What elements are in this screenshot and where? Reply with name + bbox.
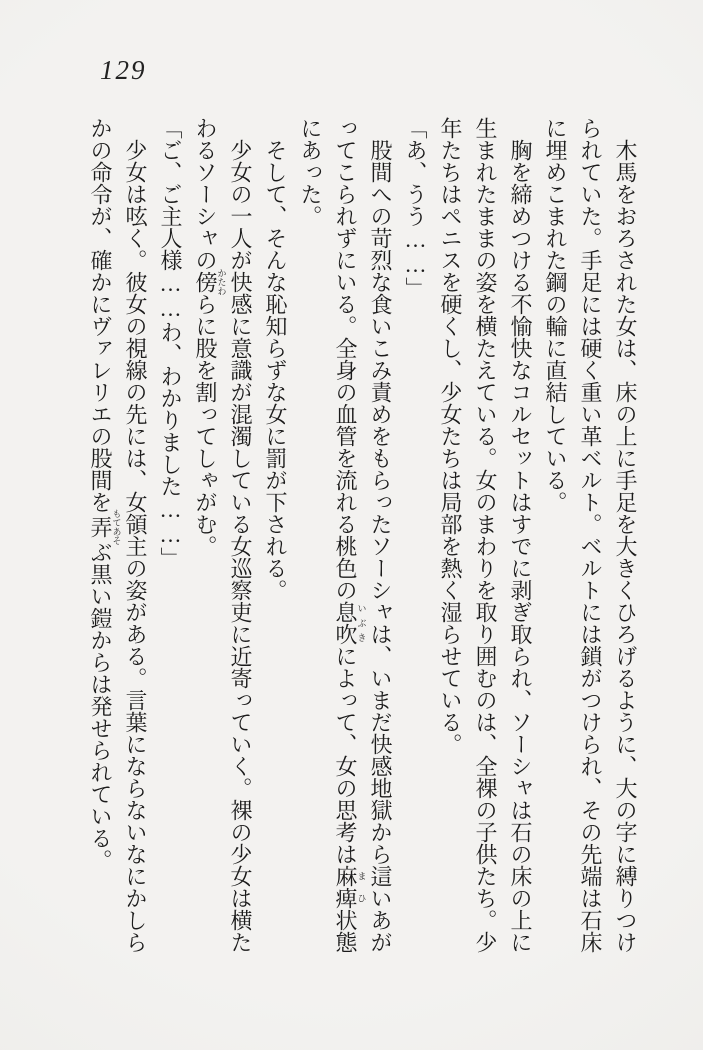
paragraph: 少女の一人が快感に意識が混濁している女巡察吏に近寄っていく。裸の少女は横たわるソーシャの傍かたわらに股を割ってしゃがむ。 xyxy=(193,117,253,953)
paragraph: 股間への苛烈な食いこみ責めをもらったソーシャは、いまだ快感地獄から這いあがってこられずにいる。全身の血管を流れる桃色の息吹いぶきによって、女の思考は麻痺まひ状態にあった。 xyxy=(298,117,393,953)
paragraph: 木馬をおろされた女は、床の上に手足を大きくひろげるように、大の字に縛りつけられていた。手足には硬く重い革ベルト。ベルトには鎖がつけられ、その先端は石床に埋めこまれた鋼の輪に直結している。 xyxy=(543,117,638,953)
paragraph: 「あ、うう……」 xyxy=(403,117,428,299)
furigana-ruby: 息吹いぶき xyxy=(333,601,367,645)
paragraph: 少女は呟く。彼女の視線の先には、女領主の姿がある。言葉にならないなにかしらかの命令が、確かにヴァレリエの股間を弄もてあそぶ黒い鎧からは発せられている。 xyxy=(88,117,148,953)
paragraph: 胸を締めつける不愉快なコルセットはすでに剥ぎ取られ、ソーシャは石の床の上に生まれたままの姿を横たえている。女のまわりを取り囲むのは、全裸の子供たち。少年たちはペニスを硬くし、少女たちは局部を熱く湿らせている。 xyxy=(438,117,533,953)
page-number: 129 xyxy=(100,55,147,85)
furigana-ruby: 弄もてあそ xyxy=(88,509,122,545)
paragraph: 「ご、ご主人様……わ、わかりました……」 xyxy=(158,117,183,569)
furigana-ruby: 傍かたわ xyxy=(193,268,227,296)
furigana-ruby: 麻痺まひ xyxy=(333,865,367,909)
page-text xyxy=(83,117,643,957)
paragraph: そして、そんな恥知らずな女に罰が下される。 xyxy=(263,139,288,601)
